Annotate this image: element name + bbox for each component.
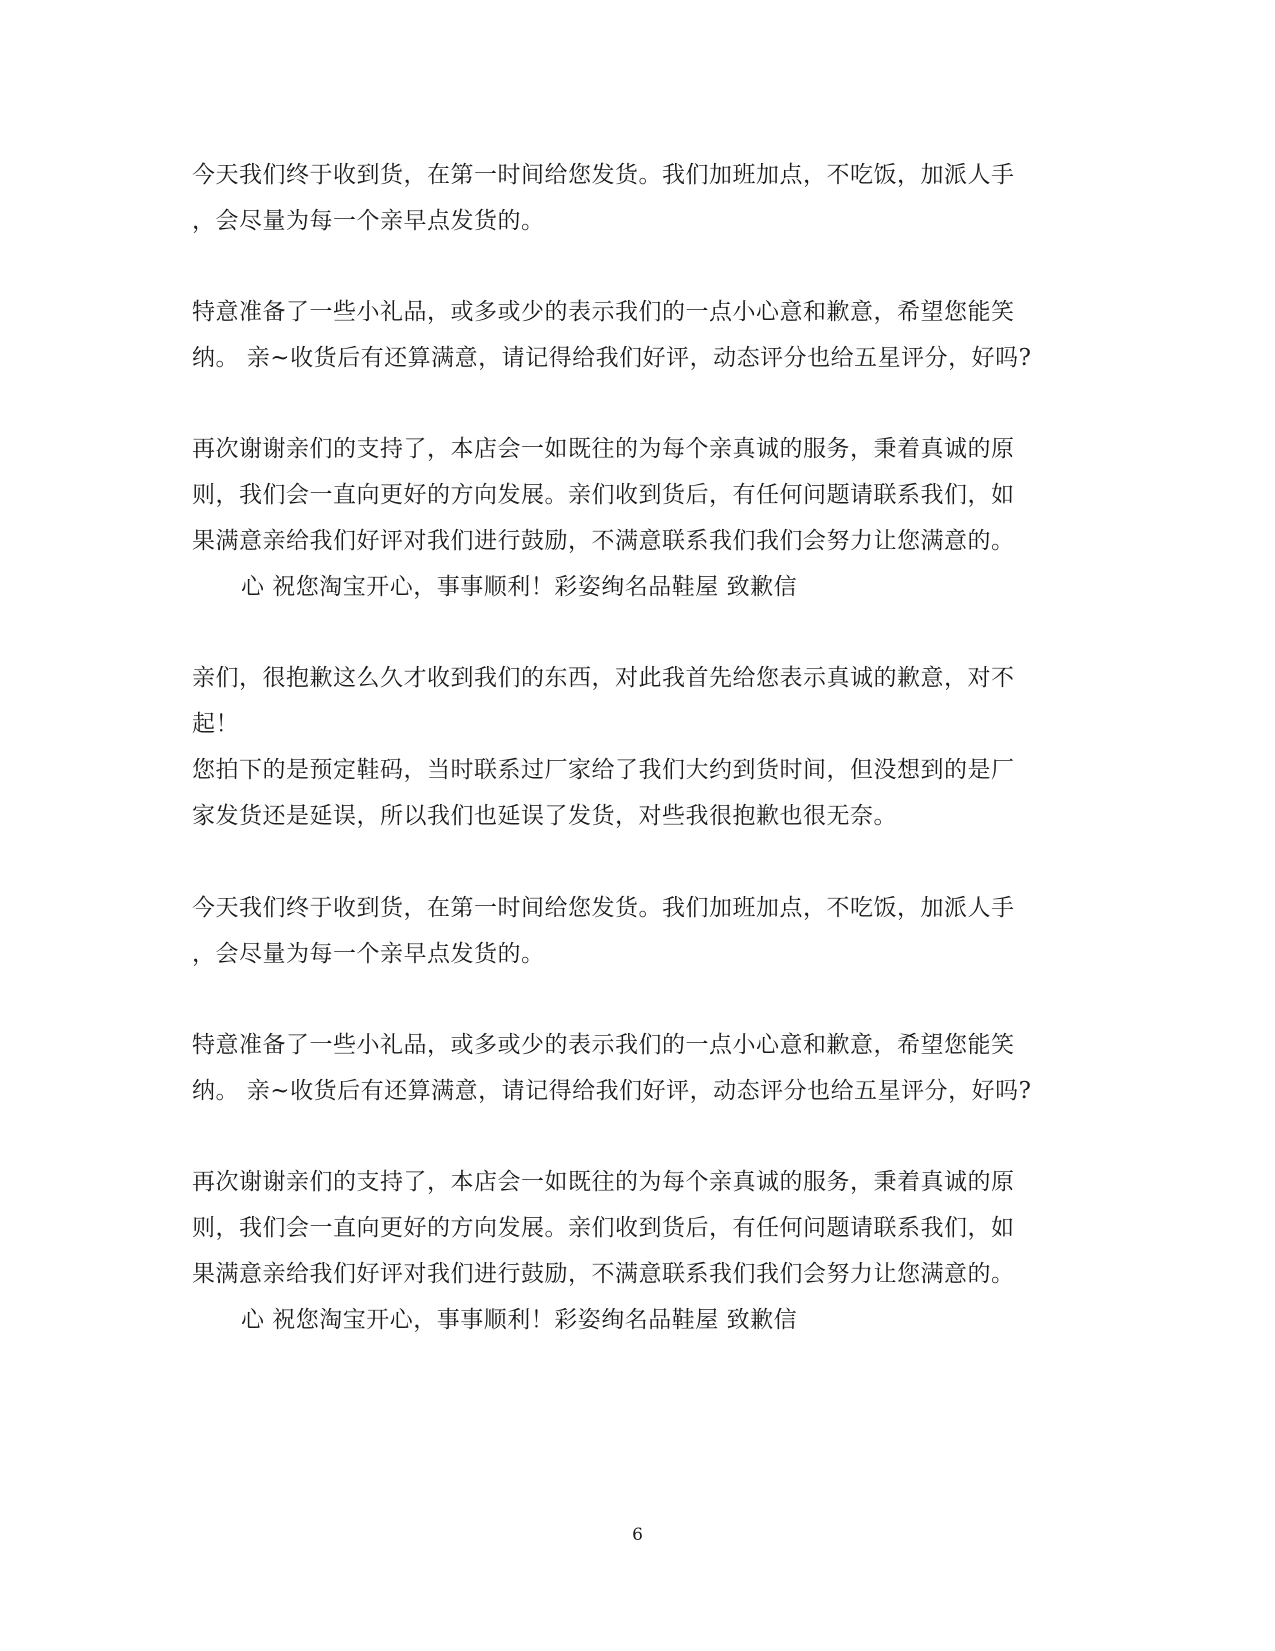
text-line: 特意准备了一些小礼品，或多或少的表示我们的一点小心意和歉意，希望您能笑 <box>192 299 1015 325</box>
signature-line: 心 祝您淘宝开心，事事顺利！彩姿绚名品鞋屋 致歉信 <box>241 1307 798 1333</box>
text-line: 果满意亲给我们好评对我们进行鼓励，不满意联系我们我们会努力让您满意的。 <box>192 1261 1015 1287</box>
text-line: 则，我们会一直向更好的方向发展。亲们收到货后，有任何问题请联系我们，如 <box>192 1215 1015 1241</box>
text-line: 纳。 亲~收货后有还算满意，请记得给我们好评，动态评分也给五星评分，好吗? <box>192 1078 1032 1104</box>
text-line: 特意准备了一些小礼品，或多或少的表示我们的一点小心意和歉意，希望您能笑 <box>192 1032 1015 1058</box>
text-line: 今天我们终于收到货，在第一时间给您发货。我们加班加点，不吃饭，加派人手 <box>192 895 1015 921</box>
text-line: ，会尽量为每一个亲早点发货的。 <box>192 208 545 234</box>
text-line: 则，我们会一直向更好的方向发展。亲们收到货后，有任何问题请联系我们，如 <box>192 482 1015 508</box>
text-line: ，会尽量为每一个亲早点发货的。 <box>192 941 545 967</box>
text-line: 亲们，很抱歉这么久才收到我们的东西，对此我首先给您表示真诚的歉意，对不 <box>192 665 1015 691</box>
text-line: 纳。 亲~收货后有还算满意，请记得给我们好评，动态评分也给五星评分，好吗? <box>192 345 1032 371</box>
text-line: 再次谢谢亲们的支持了，本店会一如既往的为每个亲真诚的服务，秉着真诚的原 <box>192 436 1015 462</box>
text-line: 起！ <box>192 711 239 737</box>
text-line: 家发货还是延误，所以我们也延误了发货，对些我很抱歉也很无奈。 <box>192 803 897 829</box>
text-line: 再次谢谢亲们的支持了，本店会一如既往的为每个亲真诚的服务，秉着真诚的原 <box>192 1169 1015 1195</box>
text-line: 果满意亲给我们好评对我们进行鼓励，不满意联系我们我们会努力让您满意的。 <box>192 528 1015 554</box>
signature-line: 心 祝您淘宝开心，事事顺利！彩姿绚名品鞋屋 致歉信 <box>241 574 798 600</box>
text-line: 您拍下的是预定鞋码，当时联系过厂家给了我们大约到货时间，但没想到的是厂 <box>192 757 1015 783</box>
text-line: 今天我们终于收到货，在第一时间给您发货。我们加班加点，不吃饭，加派人手 <box>192 162 1015 188</box>
page-number: 6 <box>632 1525 643 1545</box>
